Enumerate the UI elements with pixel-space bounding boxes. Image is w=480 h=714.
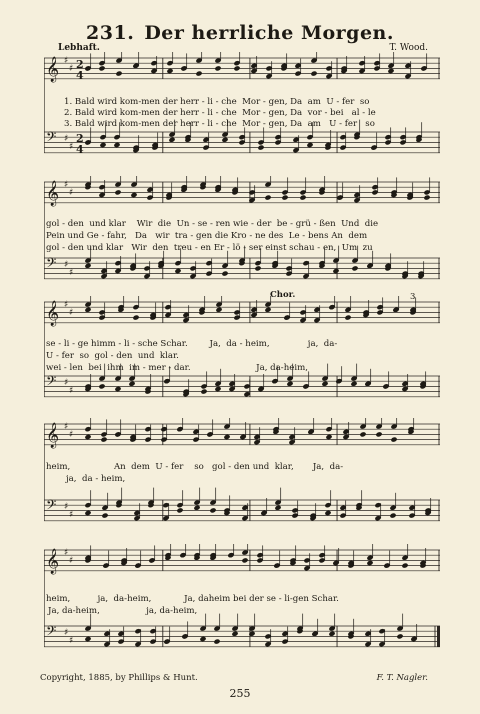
svg-text:♯: ♯ <box>69 386 74 396</box>
svg-text:♯: ♯ <box>64 628 69 638</box>
svg-text:♯: ♯ <box>69 556 74 566</box>
lyric-line-3-2: U - fer so gol - den und klar. <box>46 351 179 361</box>
svg-text:𝄢: 𝄢 <box>46 497 57 516</box>
lyric-line-1-1: 1. Bald wird kom-men der herr - li - che Mor - gen, Da am U - fer so <box>64 97 370 107</box>
svg-text:♯: ♯ <box>69 188 74 198</box>
svg-text:♯: ♯ <box>69 268 74 278</box>
svg-text:2: 2 <box>76 58 84 71</box>
svg-text:4: 4 <box>76 143 84 156</box>
page-number: 255 <box>229 687 251 700</box>
svg-text:♯: ♯ <box>64 502 69 512</box>
hymn-number: 231. <box>86 22 135 44</box>
svg-text:4: 4 <box>76 69 84 82</box>
svg-text:♯: ♯ <box>64 180 69 190</box>
hymn-title: Der herrliche Morgen. <box>144 22 394 44</box>
lyric-line-1-3: 3. Bald wird kom-men der herr - li - che Mor - gen, Da am U - fer so <box>64 119 375 129</box>
svg-text:♯: ♯ <box>69 64 74 74</box>
svg-text:♯: ♯ <box>64 422 69 432</box>
lyric-line-3-1: se - li - ge himm - li - sche Schar. Ja, da - heim, ja, da- <box>46 339 338 349</box>
music-system-4 <box>44 418 440 530</box>
svg-text:♯: ♯ <box>69 142 74 152</box>
lyric-line-4-2: ja, da - heim, <box>66 474 126 484</box>
svg-text:𝄢: 𝄢 <box>46 623 57 642</box>
lyric-line-2-1: gol - den und klar Wir die Un - se - ren wie - der be - grü - ßen Und die <box>46 219 379 229</box>
music-system-5 <box>44 544 440 656</box>
triplet-mark: 3 <box>410 292 416 302</box>
composer-credit: T. Wood. <box>389 43 428 53</box>
staff-graphic-1 <box>44 52 440 162</box>
svg-text:♯: ♯ <box>64 548 69 558</box>
copyright-notice: Copyright, 1885, by Phillips & Hunt. <box>40 673 198 683</box>
lyric-line-2-2: Pein und Ge - fahr, Da wir tra - gen die Kro - ne des Le - bens An dem <box>46 231 368 241</box>
arranger-credit: F. T. Nagler. <box>376 673 428 683</box>
svg-text:𝄢: 𝄢 <box>46 255 57 274</box>
svg-text:𝄞: 𝄞 <box>46 423 60 448</box>
svg-text:𝄞: 𝄞 <box>46 549 60 574</box>
music-system-1 <box>44 52 440 162</box>
chorus-label: Chor. <box>270 290 296 300</box>
svg-text:♯: ♯ <box>69 510 74 520</box>
music-system-2 <box>44 176 440 288</box>
tempo-marking: Lebhaft. <box>58 43 100 53</box>
music-system-3 <box>44 290 440 406</box>
svg-text:♯: ♯ <box>64 260 69 270</box>
lyric-line-3-3: wei - len bei ihm im - mer - dar. Ja, da-heim, <box>46 363 308 373</box>
svg-text:♯: ♯ <box>64 134 69 144</box>
svg-text:♯: ♯ <box>69 308 74 318</box>
svg-text:𝄞: 𝄞 <box>46 57 60 82</box>
lyric-line-5-1: heim, ja, da-heim, Ja, daheim bei der se - li-gen Schar. <box>46 594 339 604</box>
svg-text:𝄢: 𝄢 <box>46 129 57 148</box>
svg-text:♯: ♯ <box>69 636 74 646</box>
lyric-line-5-2: Ja, da-heim, ja, da-heim, <box>48 606 198 616</box>
hymn-heading <box>0 22 480 44</box>
svg-text:♯: ♯ <box>69 430 74 440</box>
svg-text:♯: ♯ <box>64 300 69 310</box>
svg-text:𝄞: 𝄞 <box>46 301 60 326</box>
svg-text:♯: ♯ <box>64 378 69 388</box>
lyric-line-1-2: 2. Bald wird kom-men der herr - li - che Mor - gen, Da vor - bei al - le <box>64 108 376 118</box>
svg-text:♯: ♯ <box>64 56 69 66</box>
svg-text:𝄢: 𝄢 <box>46 373 57 392</box>
svg-text:2: 2 <box>76 132 84 145</box>
lyric-line-2-3: gol - den und klar Wir den treu - en Er - lö - ser einst schau - en, Um zu <box>46 243 373 253</box>
svg-text:𝄞: 𝄞 <box>46 181 60 206</box>
lyric-line-4-1: heim, An dem U - fer so gol - den und klar, Ja, da- <box>46 462 344 472</box>
